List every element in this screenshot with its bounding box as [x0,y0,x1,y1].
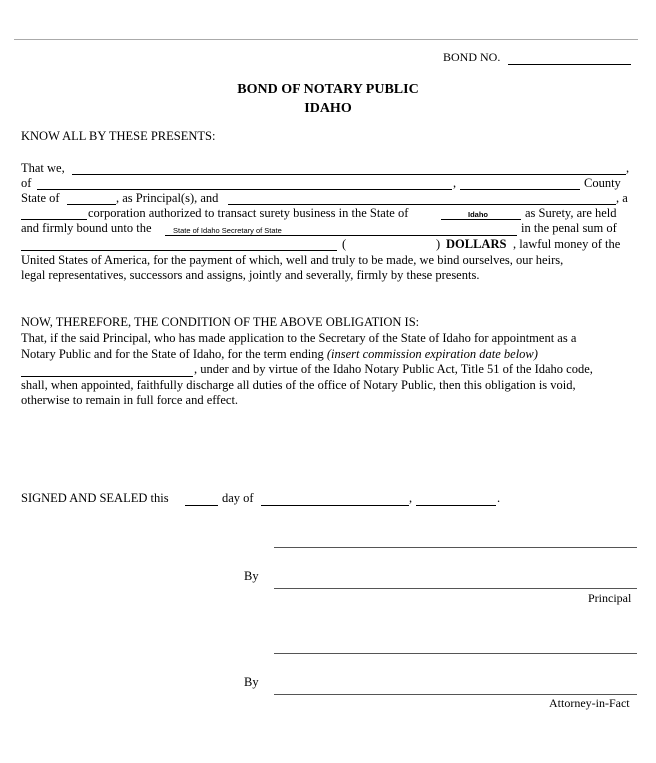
condition-heading: NOW, THEREFORE, THE CONDITION OF THE ABOVE OBLIGATION IS: [21,315,420,329]
expiration-date-field[interactable] [21,376,193,377]
comma-text: , [453,176,457,190]
signed-sealed-text: SIGNED AND SEALED this [21,491,169,505]
bond-no-label: BOND NO. [443,50,501,64]
attorney-signature-line[interactable] [274,694,637,695]
corporation-text: corporation authorized to transact surety business in the State of [88,206,409,220]
a-text: , a [616,191,628,205]
surety-name-field[interactable] [228,204,616,205]
signed-year-field[interactable] [416,505,496,506]
of-label: of [21,176,32,190]
penal-sum-text: in the penal sum of [521,221,617,235]
principal-state-field[interactable] [67,204,116,205]
lawful-money-text: , lawful money of the [513,237,621,251]
that-we-label: That we, [21,161,65,175]
signed-month-field[interactable] [261,505,409,506]
comma-text: , [626,161,630,175]
condition-line-2-italic: (insert commission expiration date below) [326,347,538,361]
close-paren: ) [436,237,441,251]
principal-signature-line[interactable] [274,588,637,589]
penal-sum-words-field[interactable] [21,250,337,251]
obligee-field[interactable] [165,235,517,236]
condition-line-4: shall, when appointed, faithfully discharge all duties of the office of Notary Public, then this obligation is void, [21,378,576,392]
county-label: County [584,176,621,190]
obligee-value: State of Idaho Secretary of State [173,226,282,235]
signed-day-field[interactable] [185,505,218,506]
principal-by-label: By [244,569,259,583]
principal-role-label: Principal [588,591,632,605]
attorney-by-label: By [244,675,259,689]
document-title: BOND OF NOTARY PUBLIC [237,82,419,97]
principal-seal-line[interactable] [274,547,637,548]
county-field[interactable] [460,189,580,190]
condition-line-3: , under and by virtue of the Idaho Notary Public Act, Title 51 of the Idaho code, [194,362,593,376]
document-subtitle: IDAHO [304,101,352,116]
state-of-label: State of [21,191,60,205]
dollars-text: DOLLARS [446,237,507,251]
principal-address-field[interactable] [37,189,452,190]
intro-text: KNOW ALL BY THESE PRESENTS: [21,129,216,143]
body-line-us: United States of America, for the payment of which, well and truly to be made, we bind ourselves, our heirs, [21,253,564,267]
surety-business-state-field[interactable] [441,219,521,220]
condition-line-1: That, if the said Principal, who has made application to the Secretary of the State of Idaho for appointment as a [21,331,577,345]
surety-state-field[interactable] [21,219,87,220]
condition-line-2 [21,347,538,362]
surety-seal-line[interactable] [274,653,637,654]
as-principal-text: , as Principal(s), and [116,191,219,205]
condition-line-2-text: Notary Public and for the State of Idaho, for the term ending [21,347,324,361]
attorney-role-label: Attorney-in-Fact [549,696,630,710]
signed-period: . [497,491,501,505]
day-of-text: day of [222,491,254,505]
firmly-bound-text: and firmly bound unto the [21,221,152,235]
body-line-legal: legal representatives, successors and assigns, jointly and severally, firmly by these presents. [21,268,480,282]
open-paren: ( [342,237,347,251]
condition-line-5: otherwise to remain in full force and effect. [21,393,239,407]
as-surety-text: as Surety, are held [525,206,617,220]
principal-name-field[interactable] [72,174,626,175]
signed-comma: , [409,491,413,505]
top-rule [14,39,638,40]
surety-state-value: Idaho [468,210,488,219]
bond-no-field[interactable] [508,64,631,65]
